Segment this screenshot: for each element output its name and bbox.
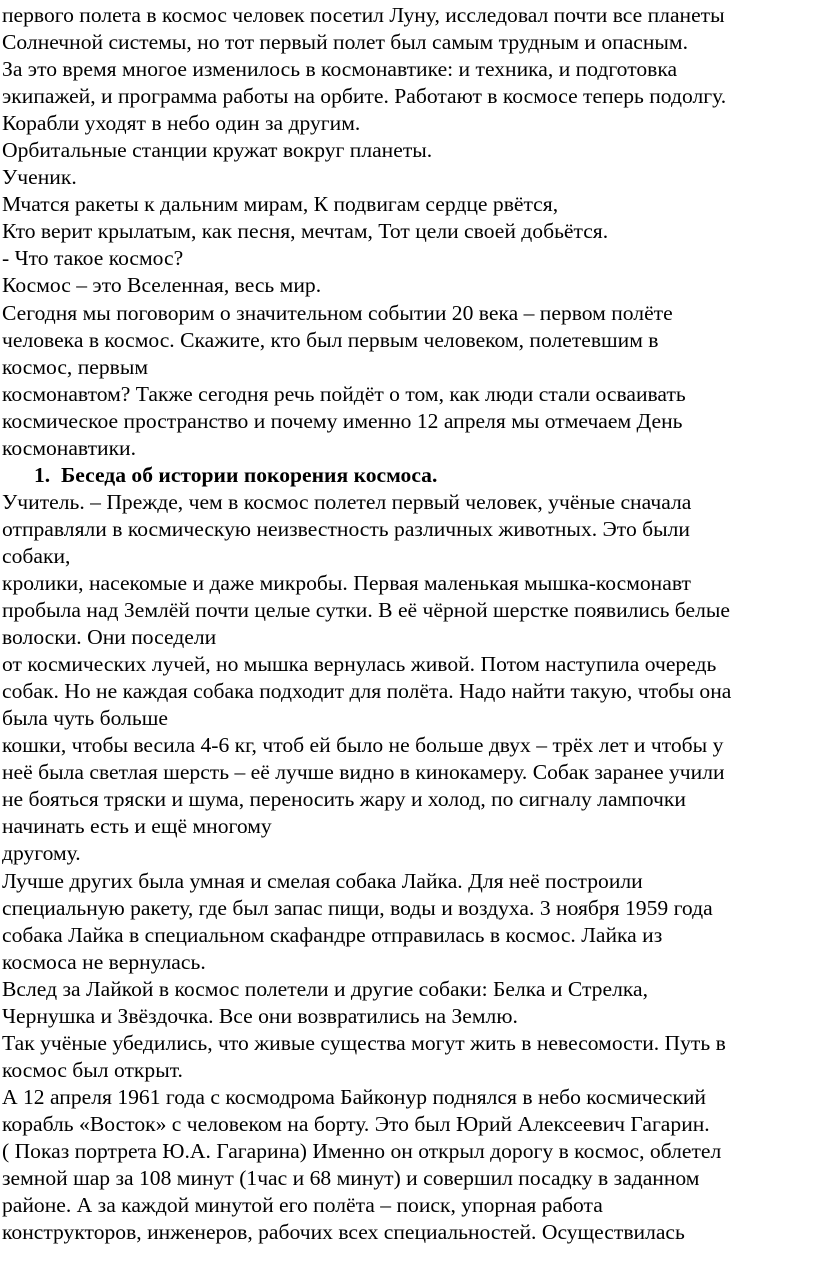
- text-line: Солнечной системы, но тот первый полет был самым трудным и опасным.: [2, 30, 688, 55]
- text-line: собак. Но не каждая собака подходит для полёта. Надо найти такую, чтобы она: [2, 679, 732, 704]
- text-line: специальную ракету, где был запас пищи, воды и воздуха. 3 ноября 1959 года: [2, 895, 713, 920]
- text-line: космонавтом? Также сегодня речь пойдёт о том, как люди стали осваивать: [2, 381, 686, 406]
- text-line: - Что такое космос?: [2, 246, 184, 271]
- text-line: кролики, насекомые и даже микробы. Первая маленькая мышка-космонавт: [2, 570, 691, 595]
- section-heading: [2, 462, 814, 489]
- text-line: А 12 апреля 1961 года с космодрома Байконур поднялся в небо космический: [2, 1084, 706, 1109]
- text-line: Орбитальные станции кружат вокруг планеты.: [2, 138, 433, 163]
- text-line: ( Показ портрета Ю.А. Гагарина) Именно он открыл дорогу в космос, облетел: [2, 1138, 722, 1163]
- document-page: [2, 2, 814, 1246]
- text-line: космос, первым: [2, 354, 149, 379]
- text-line: была чуть больше: [2, 706, 168, 731]
- text-line: Так учёные убедились, что живые существа могут жить в невесомости. Путь в: [2, 1030, 726, 1055]
- text-line: собаки,: [2, 543, 71, 568]
- text-line: космоса не вернулась.: [2, 949, 206, 974]
- text-line: Вслед за Лайкой в космос полетели и другие собаки: Белка и Стрелка,: [2, 976, 648, 1001]
- text-line: Мчатся ракеты к дальним мирам, К подвигам сердце рвётся,: [2, 192, 559, 217]
- text-line: начинать есть и ещё многому: [2, 814, 272, 839]
- text-line: не бояться тряски и шума, переносить жару и холод, по сигналу лампочки: [2, 787, 686, 812]
- text-line: человека в космос. Скажите, кто был первым человеком, полетевшим в: [2, 327, 659, 352]
- text-line: Корабли уходят в небо один за другим.: [2, 111, 361, 136]
- text-line: кошки, чтобы весила 4-6 кг, чтоб ей было не больше двух – трёх лет и чтобы у: [2, 733, 724, 758]
- text-line: Кто верит крылатым, как песня, мечтам, Тот цели своей добьётся.: [2, 219, 609, 244]
- text-line: космос был открыт.: [2, 1057, 183, 1082]
- section-title: Беседа об истории покорения космоса.: [61, 462, 438, 487]
- text-line: экипажей, и программа работы на орбите. Работают в космосе теперь подолгу.: [2, 84, 727, 109]
- text-line: Космос – это Вселенная, весь мир.: [2, 273, 322, 298]
- text-line: космическое пространство и почему именно 12 апреля мы отмечаем День: [2, 408, 683, 433]
- text-line: корабль «Восток» с человеком на борту. Это был Юрий Алексеевич Гагарин.: [2, 1111, 710, 1136]
- text-line: пробыла над Землёй почти целые сутки. В её чёрной шерстке появились белые: [2, 598, 730, 623]
- text-line: Чернушка и Звёздочка. Все они возвратились на Землю.: [2, 1003, 518, 1028]
- text-line: собака Лайка в специальном скафандре отправилась в космос. Лайка из: [2, 922, 663, 947]
- text-line: от космических лучей, но мышка вернулась живой. Потом наступила очередь: [2, 652, 717, 677]
- section-number: 1.: [34, 462, 51, 487]
- text-line: земной шар за 108 минут (1час и 68 минут) и совершил посадку в заданном: [2, 1166, 700, 1191]
- text-line: отправляли в космическую неизвестность различных животных. Это были: [2, 516, 690, 541]
- text-line: Сегодня мы поговорим о значительном событии 20 века – первом полёте: [2, 300, 673, 325]
- text-line: другому.: [2, 841, 81, 866]
- text-line: неё была светлая шерсть – её лучше видно в кинокамеру. Собак заранее учили: [2, 760, 725, 785]
- text-line: Учитель. – Прежде, чем в космос полетел первый человек, учёные сначала: [2, 489, 692, 514]
- text-line: космонавтики.: [2, 435, 137, 460]
- text-line: районе. А за каждой минутой его полёта – поиск, упорная работа: [2, 1193, 603, 1218]
- text-line: Ученик.: [2, 165, 77, 190]
- text-line: волоски. Они поседели: [2, 625, 217, 650]
- text-line: За это время многое изменилось в космонавтике: и техника, и подготовка: [2, 57, 678, 82]
- text-line: конструкторов, инженеров, рабочих всех специальностей. Осуществилась: [2, 1220, 685, 1245]
- text-line: первого полета в космос человек посетил Луну, исследовал почти все планеты: [2, 3, 725, 27]
- text-line: Лучше других была умная и смелая собака Лайка. Для неё построили: [2, 868, 643, 893]
